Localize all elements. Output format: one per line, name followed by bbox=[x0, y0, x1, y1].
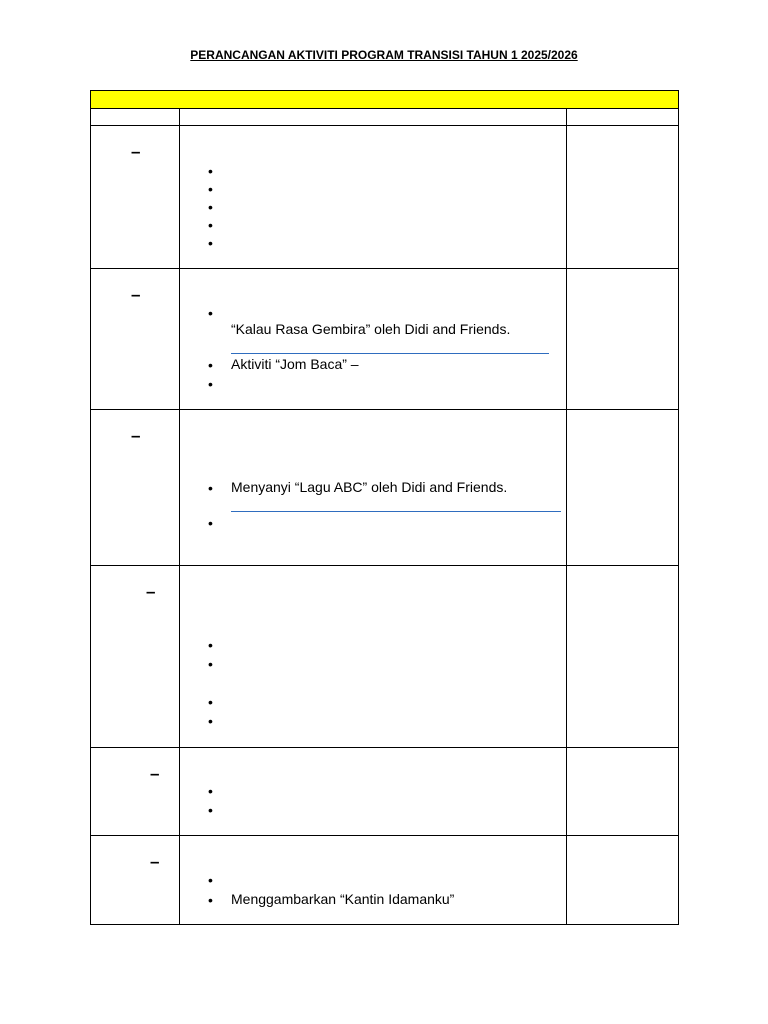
row-marker: – bbox=[131, 426, 141, 445]
bullet-icon: • bbox=[208, 357, 213, 373]
bullet-icon: • bbox=[208, 802, 213, 818]
bullet-icon: • bbox=[208, 783, 213, 799]
document-title bbox=[0, 48, 768, 62]
row-marker: – bbox=[150, 764, 160, 783]
bullet-icon: • bbox=[208, 480, 213, 496]
bullet-icon: • bbox=[208, 305, 213, 321]
bullet-icon: • bbox=[208, 637, 213, 653]
bullet-icon: • bbox=[208, 217, 213, 233]
row-marker: – bbox=[146, 582, 156, 601]
answer-underline bbox=[231, 353, 549, 354]
bullet-icon: • bbox=[208, 713, 213, 729]
bullet-icon: • bbox=[208, 892, 213, 908]
column-divider bbox=[179, 108, 180, 924]
document-title-text: PERANCANGAN AKTIVITI PROGRAM TRANSISI TAHUN 1 2025/2026 bbox=[190, 48, 578, 62]
bullet-icon: • bbox=[208, 872, 213, 888]
bullet-icon: • bbox=[208, 163, 213, 179]
list-item-text: “Kalau Rasa Gembira” oleh Didi and Friends. bbox=[231, 321, 511, 337]
answer-underline bbox=[231, 511, 561, 512]
bullet-icon: • bbox=[208, 235, 213, 251]
bullet-icon: • bbox=[208, 656, 213, 672]
list-item-text: Aktiviti “Jom Baca” – bbox=[231, 356, 359, 372]
bullet-icon: • bbox=[208, 199, 213, 215]
list-item-text: Menggambarkan “Kantin Idamanku” bbox=[231, 891, 455, 907]
bullet-icon: • bbox=[208, 515, 213, 531]
column-divider bbox=[566, 108, 567, 924]
activity-table bbox=[90, 90, 679, 925]
table-header-band bbox=[91, 91, 678, 108]
row-marker: – bbox=[131, 142, 141, 161]
bullet-icon: • bbox=[208, 376, 213, 392]
bullet-icon: • bbox=[208, 694, 213, 710]
list-item-text: Menyanyi “Lagu ABC” oleh Didi and Friends. bbox=[231, 479, 508, 495]
row-marker: – bbox=[131, 285, 141, 304]
bullet-icon: • bbox=[208, 181, 213, 197]
row-marker: – bbox=[150, 852, 160, 871]
